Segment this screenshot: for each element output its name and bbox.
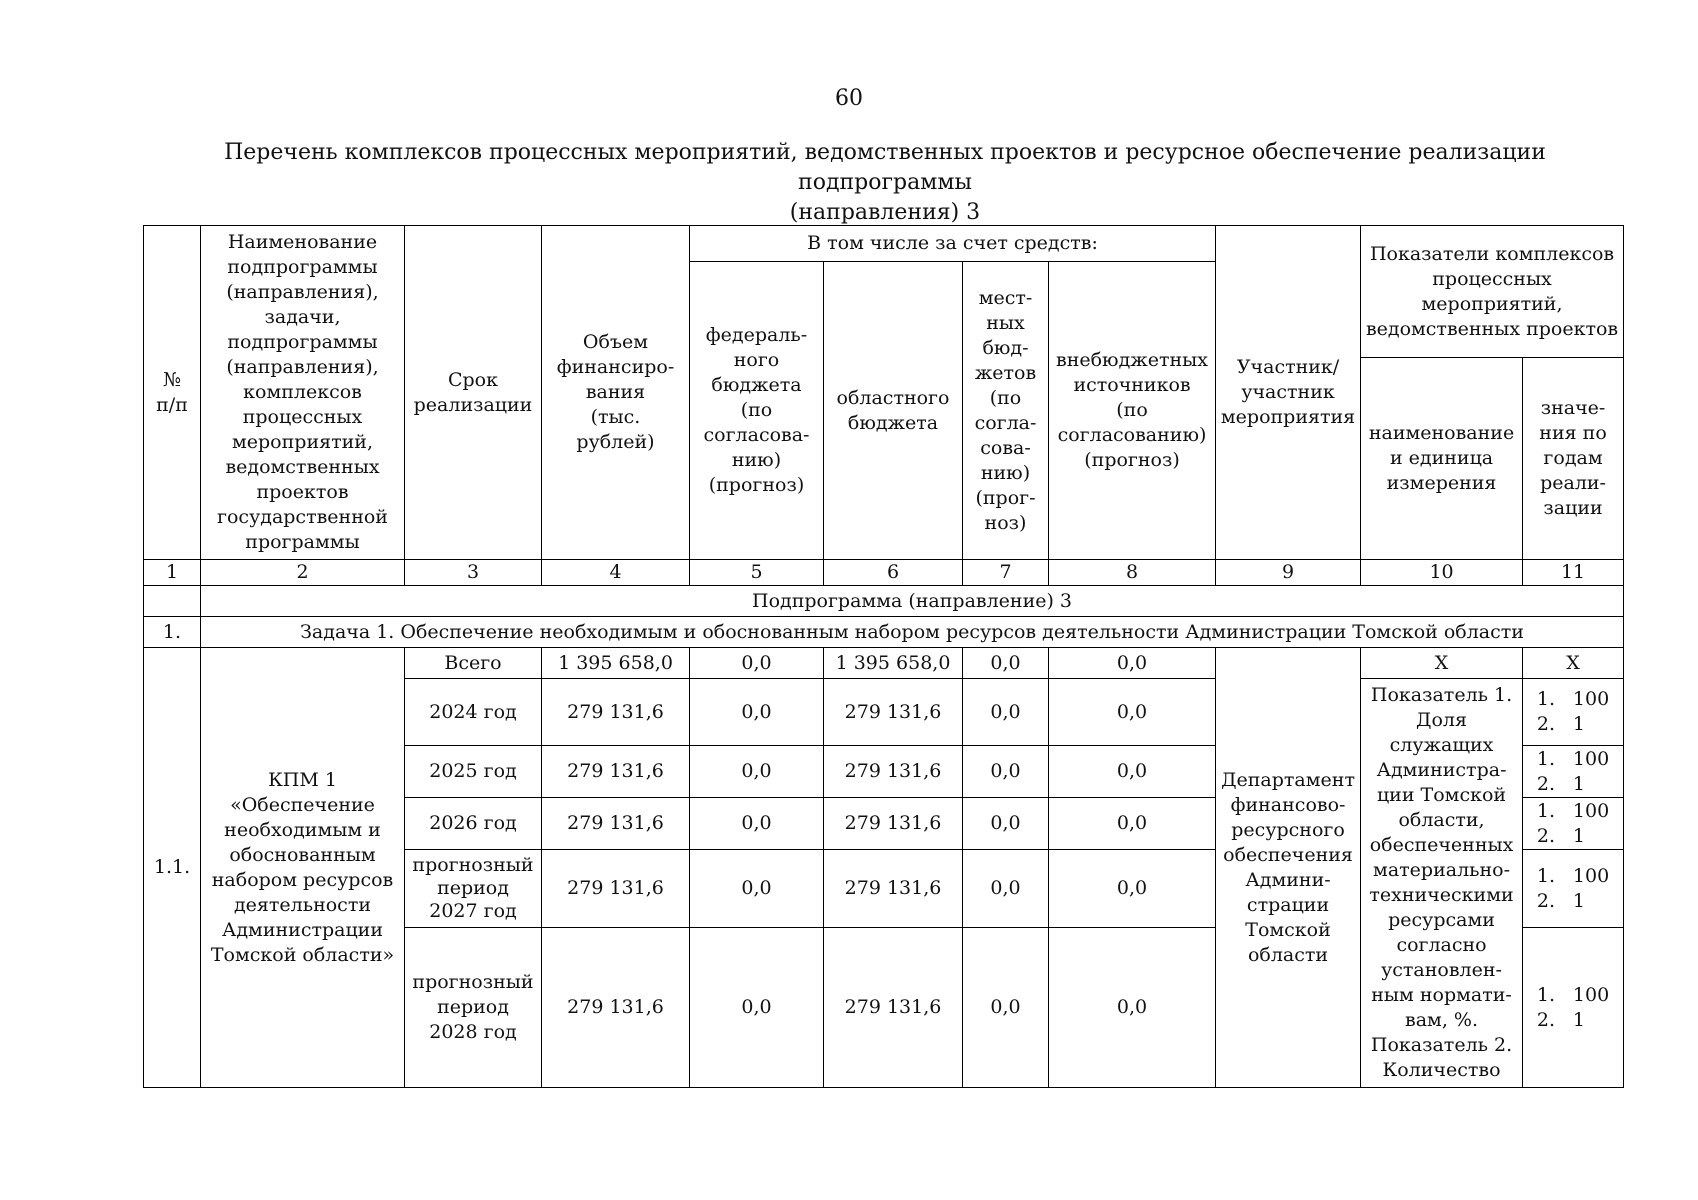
column-number: 9 [1216, 560, 1361, 586]
extra-cell: 0,0 [1049, 746, 1216, 798]
federal-cell: 0,0 [690, 798, 824, 850]
local-cell: 0,0 [963, 648, 1049, 679]
federal-cell: 0,0 [690, 648, 824, 679]
extra-cell: 0,0 [1049, 850, 1216, 928]
volume-cell: 1 395 658,0 [542, 648, 690, 679]
regional-cell: 1 395 658,0 [824, 648, 963, 679]
kpm-participant: Департамент финансово- ресурсного обеспечения Админи- страции Томской области [1216, 648, 1361, 1088]
header-extra: внебюджетных источников (по согласованию) (прогноз) [1049, 262, 1216, 560]
local-cell: 0,0 [963, 928, 1049, 1088]
table-row [144, 648, 1624, 679]
header-name: Наименование подпрограммы (направления), задачи, подпрограммы (направления), комплексов процессных мероприятий, ведомственных проектов государственной программы [201, 226, 405, 560]
program-table [143, 225, 1624, 1088]
extra-cell: 0,0 [1049, 648, 1216, 679]
task-row [144, 617, 1624, 648]
regional-cell: 279 131,6 [824, 798, 963, 850]
header-regional: областного бюджета [824, 262, 963, 560]
federal-cell: 0,0 [690, 850, 824, 928]
local-cell: 0,0 [963, 746, 1049, 798]
column-number: 3 [405, 560, 542, 586]
header-including: В том числе за счет средств: [690, 226, 1216, 262]
header-local: мест- ных бюд- жетов (по согла- сова- нию) (прог- ноз) [963, 262, 1049, 560]
local-cell: 0,0 [963, 679, 1049, 746]
extra-cell: 0,0 [1049, 679, 1216, 746]
federal-cell: 0,0 [690, 746, 824, 798]
header-indicator-values: значе- ния по годам реали- зации [1523, 358, 1624, 560]
header-indicator-name: наименование и единица измерения [1361, 358, 1523, 560]
term-cell: 2025 год [405, 746, 542, 798]
column-number: 5 [690, 560, 824, 586]
column-number: 11 [1523, 560, 1624, 586]
volume-cell: 279 131,6 [542, 928, 690, 1088]
regional-cell: 279 131,6 [824, 928, 963, 1088]
term-cell: прогнозный период 2028 год [405, 928, 542, 1088]
extra-cell: 0,0 [1049, 798, 1216, 850]
header-term: Срок реализации [405, 226, 542, 560]
indicator-values: 1. 100 2. 1 [1523, 798, 1624, 850]
indicator-values: 1. 100 2. 1 [1523, 746, 1624, 798]
header-volume: Объем финансиро- вания (тыс. рублей) [542, 226, 690, 560]
federal-cell: 0,0 [690, 679, 824, 746]
subprogram-row [144, 586, 1624, 617]
term-cell: прогнозный период 2027 год [405, 850, 542, 928]
page-number: 60 [835, 86, 863, 111]
term-cell: 2024 год [405, 679, 542, 746]
indicator-name-total: Х [1361, 648, 1523, 679]
indicator-values: 1. 100 2. 1 [1523, 679, 1624, 746]
column-number: 1 [144, 560, 201, 586]
indicator-value-total: Х [1523, 648, 1624, 679]
regional-cell: 279 131,6 [824, 850, 963, 928]
local-cell: 0,0 [963, 850, 1049, 928]
extra-cell: 0,0 [1049, 928, 1216, 1088]
indicator-values: 1. 100 2. 1 [1523, 928, 1624, 1088]
regional-cell: 279 131,6 [824, 746, 963, 798]
local-cell: 0,0 [963, 798, 1049, 850]
column-number: 2 [201, 560, 405, 586]
regional-cell: 279 131,6 [824, 679, 963, 746]
header-num: № п/п [144, 226, 201, 560]
title-line-2: (направления) 3 [789, 200, 981, 225]
header-row-1 [144, 226, 1624, 262]
term-cell: Всего [405, 648, 542, 679]
task-label: Задача 1. Обеспечение необходимым и обоснованным набором ресурсов деятельности Администрации Томской области [201, 617, 1624, 648]
volume-cell: 279 131,6 [542, 746, 690, 798]
kpm-name: КПМ 1 «Обеспечение необходимым и обоснованным набором ресурсов деятельности Администрации Томской области» [201, 648, 405, 1088]
document-title [150, 138, 1620, 228]
indicator-text: Показатель 1. Доля служащих Администра- ции Томской области, обеспеченных материально- техническими ресурсами согласно установлен- ным нормати- вам, %. Показатель 2. Количество [1361, 679, 1523, 1088]
title-line-1: Перечень комплексов процессных мероприятий, ведомственных проектов и ресурсное обеспечение реализации подпрограммы [224, 140, 1546, 195]
column-number: 8 [1049, 560, 1216, 586]
header-indicators: Показатели комплексов процессных мероприятий, ведомственных проектов [1361, 226, 1624, 358]
column-number: 7 [963, 560, 1049, 586]
column-numbers-row [144, 560, 1624, 586]
column-number: 6 [824, 560, 963, 586]
indicator-values: 1. 100 2. 1 [1523, 850, 1624, 928]
column-number: 4 [542, 560, 690, 586]
subprogram-label: Подпрограмма (направление) 3 [201, 586, 1624, 617]
column-number: 10 [1361, 560, 1523, 586]
volume-cell: 279 131,6 [542, 850, 690, 928]
volume-cell: 279 131,6 [542, 679, 690, 746]
volume-cell: 279 131,6 [542, 798, 690, 850]
header-federal: федераль- ного бюджета (по согласова- нию) (прогноз) [690, 262, 824, 560]
task-num: 1. [144, 617, 201, 648]
term-cell: 2026 год [405, 798, 542, 850]
federal-cell: 0,0 [690, 928, 824, 1088]
subprogram-num [144, 586, 201, 617]
kpm-num: 1.1. [144, 648, 201, 1088]
header-participant: Участник/ участник мероприятия [1216, 226, 1361, 560]
